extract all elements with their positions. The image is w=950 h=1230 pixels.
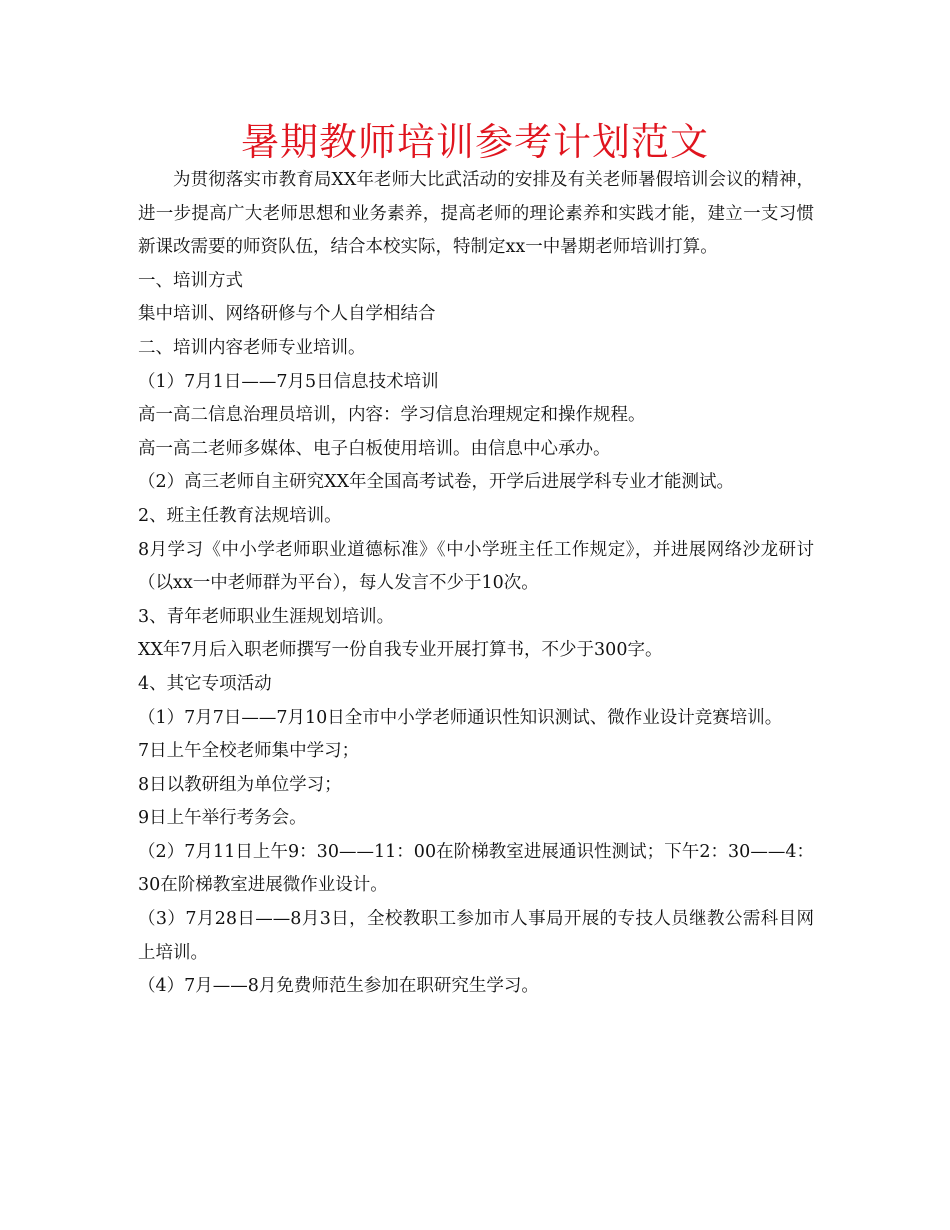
paragraph: 7日上午全校老师集中学习； bbox=[138, 741, 360, 762]
paragraph: 3、青年老师职业生涯规划培训。 bbox=[138, 606, 395, 627]
paragraph: 二、培训内容老师专业培训。 bbox=[138, 337, 366, 358]
paragraph: （2）7月11日上午9：30——11：00在阶梯教室进展通识性测试；下午2：30——4：30在阶梯教室进展微作业设计。 bbox=[138, 841, 814, 896]
document-body bbox=[138, 164, 814, 1004]
paragraph: 高一高二信息治理员培训，内容：学习信息治理规定和操作规程。 bbox=[138, 405, 646, 426]
paragraph: （4）7月——8月免费师范生参加在职研究生学习。 bbox=[138, 976, 539, 997]
paragraph: 高一高二老师多媒体、电子白板使用培训。由信息中心承办。 bbox=[138, 438, 611, 459]
paragraph: 4、其它专项活动 bbox=[138, 673, 272, 694]
paragraph: （1）7月1日——7月5日信息技术培训 bbox=[138, 371, 439, 392]
paragraph: 2、班主任教育法规培训。 bbox=[138, 505, 342, 526]
paragraph: 9日上午举行考务会。 bbox=[138, 808, 307, 829]
paragraph: （3）7月28日——8月3日，全校教职工参加市人事局开展的专技人员继教公需科目网上培训。 bbox=[138, 909, 814, 963]
paragraph: （2）高三老师自主研究XX年全国高考试卷，开学后进展学科专业才能测试。 bbox=[138, 472, 735, 493]
paragraph: 一、培训方式 bbox=[138, 270, 243, 291]
paragraph: 8月学习《中小学老师职业道德标准》《中小学班主任工作规定》，并进展网络沙龙研讨（以xx一中老师群为平台），每人发言不少于10次。 bbox=[138, 539, 814, 594]
paragraph: 为贯彻落实市教育局XX年老师大比武活动的安排及有关老师暑假培训会议的精神，进一步提高广大老师思想和业务素养，提高老师的理论素养和实践才能，建立一支习惯新课改需要的师资队伍，结合本校实际，特制定xx一中暑期老师培训打算。 bbox=[138, 170, 814, 258]
paragraph: 集中培训、网络研修与个人自学相结合 bbox=[138, 304, 436, 325]
document-title: 暑期教师培训参考计划范文 bbox=[240, 120, 709, 164]
paragraph: XX年7月后入职老师撰写一份自我专业开展打算书，不少于300字。 bbox=[138, 640, 663, 661]
paragraph: 8日以教研组为单位学习； bbox=[138, 774, 342, 795]
paragraph: （1）7月7日——7月10日全市中小学老师通识性知识测试、微作业设计竞赛培训。 bbox=[138, 707, 783, 728]
